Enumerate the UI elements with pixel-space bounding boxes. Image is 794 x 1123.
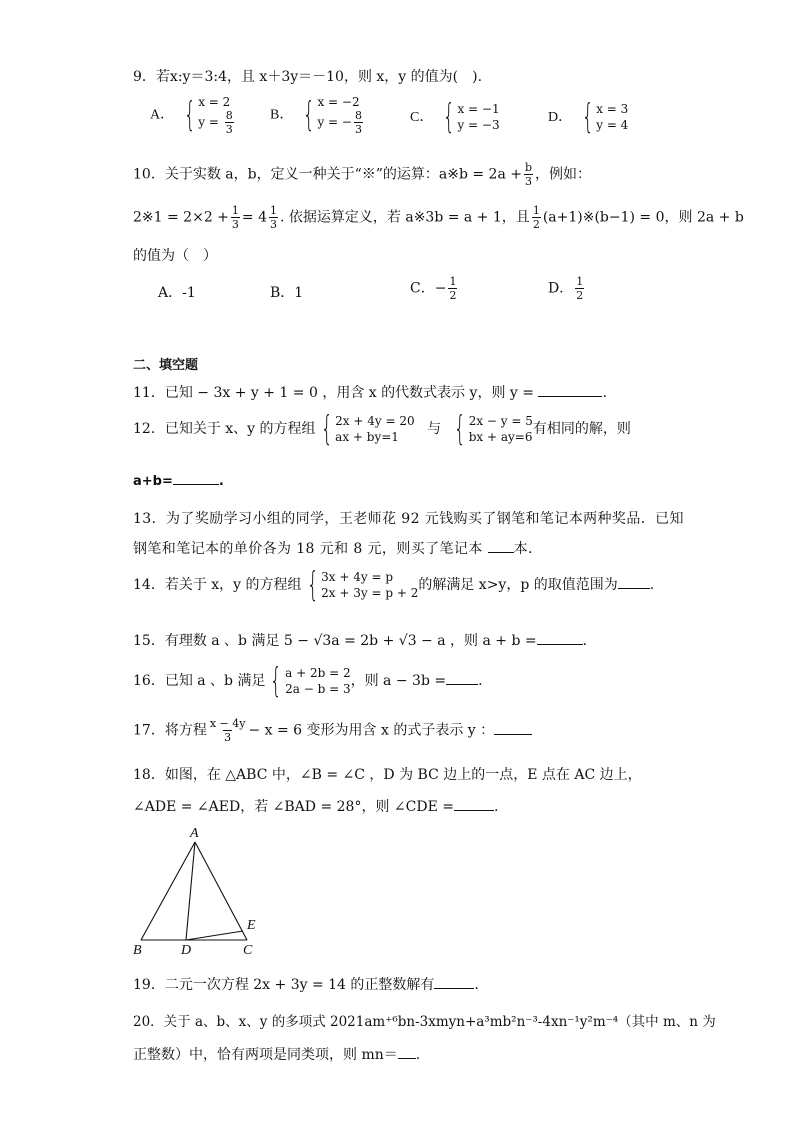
side-ac (195, 842, 247, 940)
q16: 16．已知 a 、b 满足 { a + 2b = 2 2a − b = 3 ，则 a − 3b = . (133, 661, 483, 701)
q20-line1: 20．关于 a、b、x、y 的多项式 2021am⁺⁶bn-3xmyn+a³mb²n⁻³-4xn⁻¹y²m⁻⁴（其中 m、n 为 (133, 1014, 716, 1030)
q9-option-d[interactable]: D． { x = 3 y = 4 (548, 97, 629, 137)
q10-line2: 2※1 = 2×2 + $\frac{1}{3}$ = 4 $\frac{1}{3}$ . 依据运算定义，若 a※3b = a + 1，且 $\frac{1}{2}$ (a+1)※(b−1) = 0，则 2a + b (133, 204, 744, 231)
segment-de (186, 931, 243, 940)
q10-option-d[interactable]: D． $\frac{1}{2}$ (548, 275, 584, 302)
q15: 15．有理数 a 、b 满足 5 − √3a = 2b + √3 − a ，则 a + b = . (133, 633, 588, 649)
q10-option-b[interactable]: B．1 (270, 285, 304, 301)
q19: 19．二元一次方程 2x + 3y = 14 的正整数解有 . (133, 977, 479, 993)
q12-answer-blank[interactable] (173, 484, 219, 485)
q18-answer-blank[interactable] (454, 810, 494, 811)
q9-option-b[interactable]: B． { x = −2 y = − $\frac{8}{3}$ (270, 94, 362, 137)
q17-answer-blank[interactable] (494, 734, 532, 735)
q10-option-c[interactable]: C．− $\frac{1}{2}$ (410, 275, 457, 302)
q16-answer-blank[interactable] (446, 684, 478, 685)
q10-line1: 10．关于实数 a，b，定义一种关于“※”的运算：a※b = 2a + $\frac{b}{3}$ ，例如： (133, 161, 592, 188)
q13-line1: 13．为了奖励学习小组的同学，王老师花 92 元钱购买了钢笔和笔记本两种奖品．已知 (133, 511, 684, 527)
section-title: 二、填空题 (133, 358, 199, 373)
q12-line2: a+b= . (133, 474, 224, 489)
label-e: E (247, 918, 256, 933)
label-c: C (243, 943, 253, 958)
q18-line2: ∠ADE = ∠AED，若 ∠BAD = 28°，则 ∠CDE = . (133, 799, 499, 815)
q11-answer-blank[interactable] (538, 396, 602, 397)
q17: 17．将方程 $\frac{x - 4y}{3}$ − x = 6 变形为用含 x 的式子表示 y ： (133, 718, 532, 743)
q10-line3: 的值为（ ） (133, 248, 217, 264)
label-d: D (181, 943, 192, 958)
q19-answer-blank[interactable] (434, 988, 474, 989)
q10-option-a[interactable]: A．-1 (158, 285, 196, 301)
q13-line2: 钢笔和笔记本的单价各为 18 元和 8 元，则买了笔记本 本． (133, 541, 543, 557)
q20-line2: 正整数）中，恰有两项是同类项，则 mn＝ . (133, 1047, 421, 1063)
label-b: B (133, 943, 142, 958)
q13-answer-blank[interactable] (488, 552, 514, 553)
q14-answer-blank[interactable] (618, 588, 650, 589)
q15-answer-blank[interactable] (537, 644, 583, 645)
label-a: A (190, 826, 199, 841)
q9-option-c[interactable]: C． { x = −1 y = −3 (410, 97, 500, 137)
q12-line1: 12．已知关于 x、y 的方程组 { 2x + 4y = 20 ax + by=1 与 { 2x − y = 5 bx + ay=6 有相同的解，则 (133, 409, 631, 449)
q9-stem: 9．若x:y＝3:4，且 x＋3y＝－10，则 x，y 的值为( ). (133, 69, 483, 85)
q20-answer-blank[interactable] (398, 1058, 416, 1059)
q18-line1: 18．如图，在 △ABC 中，∠B = ∠C ，D 为 BC 边上的一点，E 点在 AC 边上， (133, 767, 642, 783)
q14: 14．若关于 x，y 的方程组 { 3x + 4y = p 2x + 3y = p + 2 的解满足 x>y，p 的取值范围为 . (133, 565, 655, 605)
triangle-figure (125, 820, 285, 960)
q11: 11．已知 − 3x + y + 1 = 0 ，用含 x 的代数式表示 y，则 y = . (133, 385, 607, 401)
q9-option-a[interactable]: A． { x = 2 y = $\frac{8}{3}$ (150, 94, 233, 137)
